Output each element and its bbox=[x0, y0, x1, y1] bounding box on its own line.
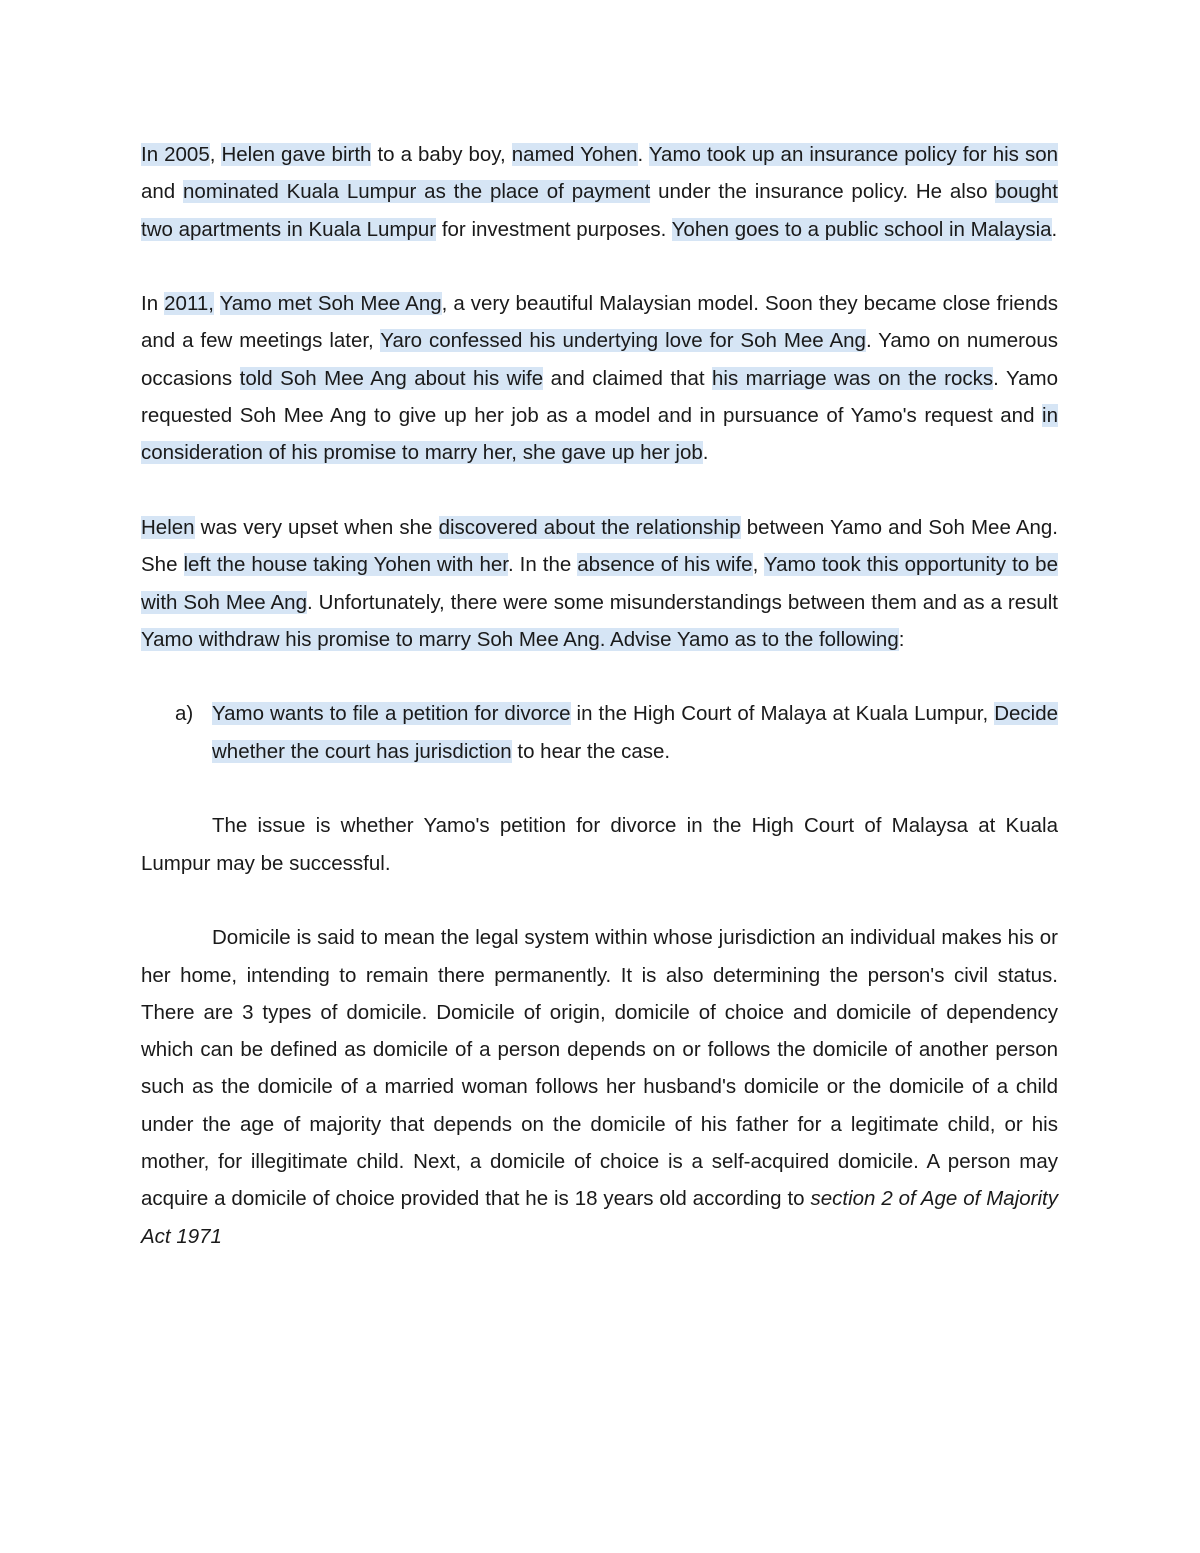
domicile-text: Domicile is said to mean the legal system within whose jurisdiction an individual makes his or her home, intending to remain there permanently. It is also determining the person's civil status. There are 3 types of domicile. Domicile of origin, domicile of choice and domicile of dependency which can be defined as domicile of a person depends on or follows the domicile of another person such as the domicile of a married woman follows her husband's domicile or the domicile of a child under the age of majority that depends on the domicile of his father for a legitimate child, or his mother, for illegitimate child. Next, a domicile of choice is a self-acquired domicile. A person may acquire a domicile of choice provided that he is 18 years old according to bbox=[141, 926, 1058, 1211]
statute-citation: section 2 of Age of Majority Act 1971 bbox=[141, 1187, 1058, 1248]
question-text bbox=[212, 702, 1058, 762]
text-run bbox=[214, 292, 220, 315]
highlighted-text: Decide whether the court has jurisdiction bbox=[212, 702, 1058, 763]
highlighted-text: Helen bbox=[141, 515, 195, 539]
question-item-a bbox=[141, 695, 1058, 770]
text-run: . In the bbox=[507, 553, 578, 577]
highlighted-text: Yamo met Soh Mee Ang bbox=[219, 292, 442, 316]
highlighted-text: discovered about the relationship bbox=[438, 515, 741, 539]
text-run: was very upset when she bbox=[194, 515, 439, 539]
text-run: In bbox=[141, 292, 165, 316]
paragraph-spacer bbox=[141, 770, 1058, 807]
text-run: between Yamo and Soh Mee Ang. She bbox=[141, 515, 1058, 577]
highlighted-text: his marriage was on the rocks bbox=[712, 366, 994, 390]
text-run: . Yamo requested Soh Mee Ang to give up her job as a model and in pursuance of Yamo's request and bbox=[141, 366, 1058, 428]
highlighted-text: in consideration of his promise to marry her, she gave up her job bbox=[141, 404, 1058, 465]
highlighted-text: left the house taking Yohen with her bbox=[183, 553, 508, 577]
text-run: under the insurance policy. He also bbox=[650, 180, 996, 204]
text-run: , bbox=[752, 553, 764, 577]
paragraph-spacer bbox=[141, 472, 1058, 509]
text-run: to a baby boy, bbox=[371, 143, 512, 166]
text-run: . bbox=[702, 441, 709, 465]
document-page bbox=[141, 136, 1058, 1255]
text-run: for investment purposes. bbox=[436, 217, 672, 241]
text-run: and bbox=[141, 180, 184, 204]
highlighted-text: 2011, bbox=[164, 292, 214, 316]
paragraph-spacer bbox=[141, 248, 1058, 285]
text-run: . Yamo on numerous occasions bbox=[141, 329, 1058, 390]
highlighted-text: nominated Kuala Lumpur as the place of payment bbox=[183, 180, 651, 204]
paragraph-facts-2005 bbox=[141, 136, 1058, 248]
highlighted-text: bought two apartments in Kuala Lumpur bbox=[141, 180, 1058, 241]
text-run: : bbox=[898, 627, 905, 651]
text-run: . bbox=[637, 143, 649, 166]
highlighted-text: In 2005 bbox=[141, 143, 210, 166]
paragraph-facts-2011 bbox=[141, 285, 1058, 471]
paragraph-issue: The issue is whether Yamo's petition for divorce in the High Court of Malaysa at Kuala Lumpur may be successful. bbox=[141, 814, 1058, 875]
text-run: and claimed that bbox=[543, 366, 713, 390]
paragraph-spacer bbox=[141, 658, 1058, 695]
text-run: . bbox=[1051, 217, 1058, 241]
text-run: in the High Court of Malaya at Kuala Lumpur, bbox=[570, 702, 995, 726]
highlighted-text: named Yohen bbox=[511, 143, 638, 166]
highlighted-text: Yamo withdraw his promise to marry Soh Mee Ang. Advise Yamo as to the following bbox=[141, 627, 899, 651]
text-run: , bbox=[209, 143, 222, 166]
paragraph-facts-separation bbox=[141, 509, 1058, 658]
paragraph-spacer bbox=[141, 882, 1058, 919]
list-marker: a) bbox=[175, 702, 194, 726]
highlighted-text: absence of his wife bbox=[577, 553, 753, 577]
text-run: to hear the case. bbox=[511, 739, 671, 763]
highlighted-text: Yaro confessed his undertying love for Soh Mee Ang bbox=[380, 329, 866, 353]
highlighted-text: Yohen goes to a public school in Malaysia bbox=[671, 217, 1052, 241]
highlighted-text: Yamo took up an insurance policy for his son bbox=[648, 143, 1058, 166]
text-run: , a very beautiful Malaysian model. Soon they became close friends and a few meetings later, bbox=[141, 292, 1059, 353]
highlighted-text: told Soh Mee Ang about his wife bbox=[239, 366, 544, 390]
highlighted-text: Yamo took this opportunity to be with Soh Mee Ang bbox=[141, 553, 1058, 614]
text-run: . Unfortunately, there were some misunderstandings between them and as a result bbox=[307, 590, 1058, 614]
highlighted-text: Helen gave birth bbox=[221, 143, 372, 166]
highlighted-text: Yamo wants to file a petition for divorce bbox=[212, 702, 571, 726]
paragraph-domicile bbox=[141, 919, 1058, 1255]
